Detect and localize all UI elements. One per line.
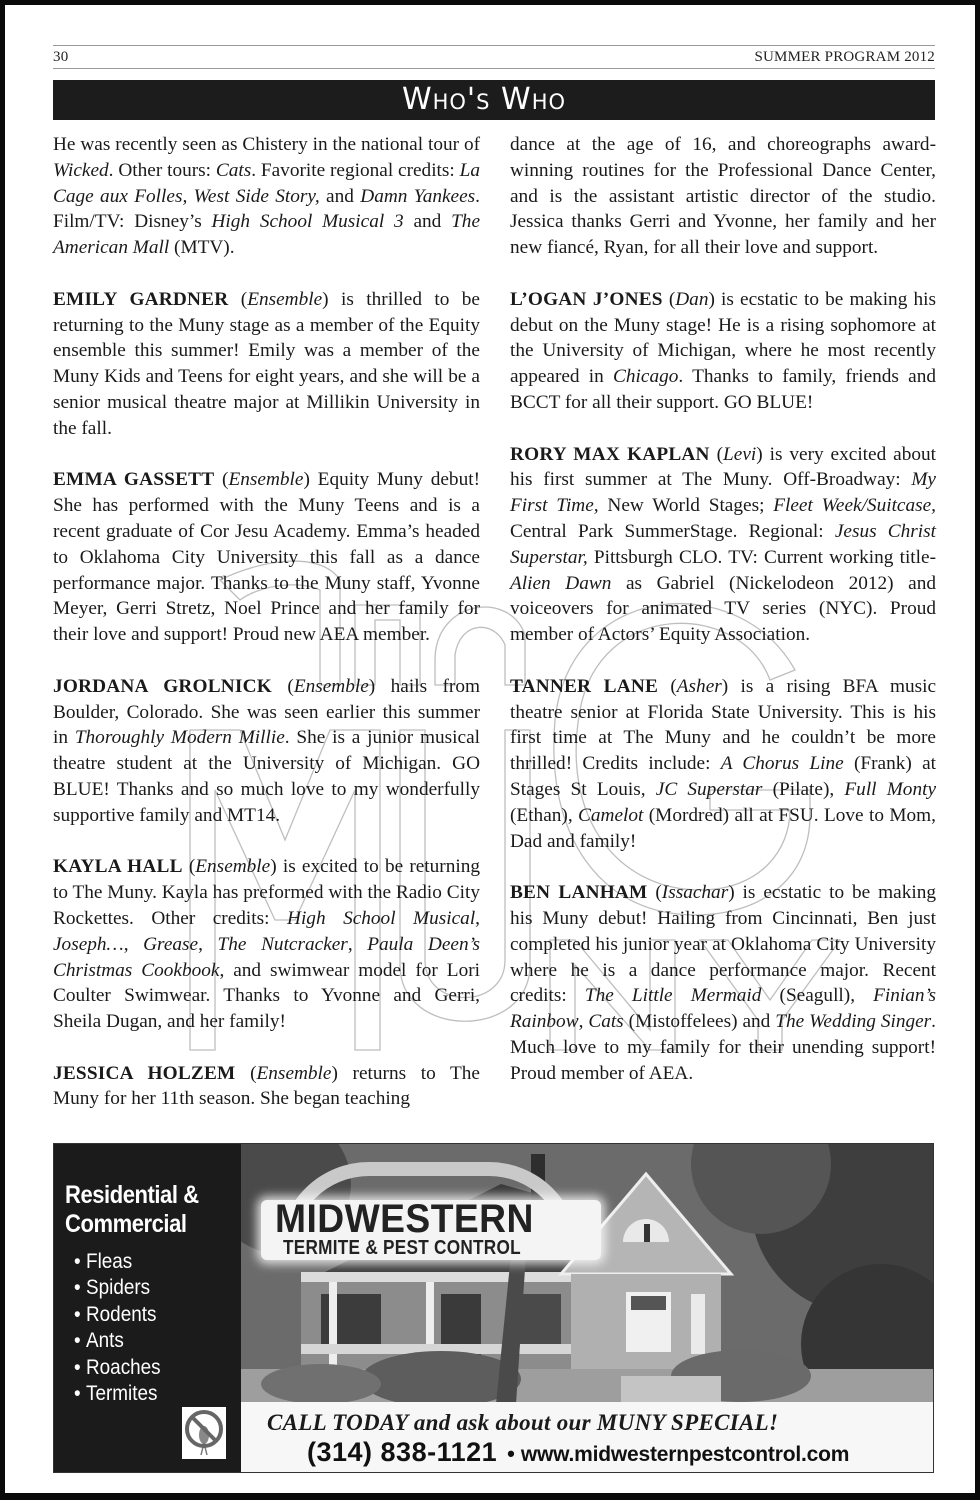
- performer-name: JESSICA HOLZEM: [53, 1062, 236, 1084]
- website-link[interactable]: www.midwesternpestcontrol.com: [520, 1443, 850, 1466]
- credit-title: Cats: [215, 159, 252, 181]
- role-name: Asher: [676, 675, 722, 697]
- section-title: Who's Who: [401, 82, 567, 117]
- performer-name: KAYLA HALL: [53, 856, 183, 878]
- credit-title: Chicago: [613, 366, 679, 388]
- credit-title: A Chorus Line: [720, 753, 844, 775]
- bio-jessica-holzem: JESSICA HOLZEM (Ensemble) returns to The Muny for her 11th season. She began teaching: [53, 1062, 480, 1110]
- house-photo: [241, 1144, 934, 1402]
- credit-title: My First Time,: [510, 469, 936, 517]
- credit-title: High School Musical 3: [211, 211, 404, 233]
- no-bugs-icon: [182, 1407, 226, 1459]
- section-title-bar: [53, 80, 935, 120]
- credit-title: The Wedding Singer: [775, 1011, 932, 1033]
- company-name: MIDWESTERN: [275, 1197, 534, 1241]
- credit-title: The Nutcracker: [217, 933, 348, 955]
- credit-title: Damn Yankees: [360, 185, 476, 207]
- role-name: Ensemble: [228, 469, 304, 491]
- ad-services-panel: [54, 1144, 241, 1472]
- bio-jordana-grolnick: JORDANA GROLNICK (Ensemble) hails from Boulder, Colorado. She was seen earlier this summer in Thoroughly Modern Millie. She is a junior musical theatre student at the University of Michigan. GO BLUE! Thanks and so much love to my wonderfully supportive family and MT14.: [53, 675, 480, 826]
- bio-ben-lanham: BEN LANHAM (Issachar) is ecstatic to be making his Muny debut! Hailing from Cincinnati, Ben just completed his junior year at Oklahoma City University where he is a dance performance major. Recent credits: The Little Mermaid (Seagull), Finian’s Rainbow, Cats (Mistoffelees) and The Wedding Singer. Much love to my family for their unending support! Proud member of AEA.: [510, 882, 936, 1084]
- credit-title: Full Monty: [844, 778, 937, 800]
- bio-jessica-holzem-cont: dance at the age of 16, and choreographs award-winning routines for the Professional Dance Center, and is the assistant artistic director of the studio. Jessica thanks Gerri and Yvonne, her family and her new fiancé, Ryan, for all their love and support.: [510, 134, 936, 259]
- call-to-action: CALL TODAY and ask about our MUNY SPECIAL!: [267, 1410, 779, 1435]
- role-name: Levi: [723, 443, 757, 465]
- bio-tanner-lane: TANNER LANE (Asher) is a rising BFA music theatre senior at Florida State University. This is his first time at The Muny and he couldn’t be more thrilled! Credits include: A Chorus Line (Frank) at Stages St Louis, JC Superstar (Pilate), Full Monty (Ethan), Camelot (Mordred) all at FSU. Love to Mom, Dad and family!: [510, 675, 937, 852]
- page-number: 30: [53, 48, 69, 65]
- services-list: [74, 1249, 170, 1407]
- performer-name: EMMA GASSETT: [53, 469, 215, 491]
- credit-title: Finian’s Rainbow: [510, 985, 936, 1033]
- phone-number[interactable]: (314) 838-1121: [307, 1437, 498, 1467]
- bio-rory-max-kaplan: RORY MAX KAPLAN (Levi) is very excited about his first summer at The Muny. Off-Broadway: My First Time, New World Stages; Fleet Week/Suitcase, Central Park SummerStage. Regional: Jesus Christ Superstar, Pittsburgh CLO. TV: Current working title-Alien Dawn as Gabriel (Nickelodeon 2012) and voiceovers for animated TV series (NYC). Proud member of Actors’ Equity Association.: [510, 443, 937, 646]
- role-name: Dan: [675, 288, 709, 310]
- credit-title: Fleet Week/Suitcase,: [773, 495, 937, 517]
- credit-title: La Cage aux Folles, West Side Story,: [53, 159, 480, 207]
- credit-title: Wicked: [53, 159, 109, 181]
- credit-title: High School Musical: [287, 907, 476, 929]
- bio-emily-gardner: EMILY GARDNER (Ensemble) is thrilled to be returning to the Muny stage as a member of the Equity ensemble this summer! Emily was a member of the Muny Kids and Teens for eight years, and she will be a senior musical theatre major at Millikin University in the fall.: [53, 288, 480, 439]
- running-head: [53, 45, 935, 69]
- performer-name: L’OGAN J’ONES: [510, 288, 663, 310]
- performer-name: RORY MAX KAPLAN: [510, 443, 710, 465]
- bio-emma-gassett: EMMA GASSETT (Ensemble) Equity Muny debut! She has performed with the Muny Teens and is a recent graduate of Cor Jesu Academy. Emma’s headed to Oklahoma City University this fall as a dance performance major. Thanks to the Muny staff, Yvonne Meyer, Gerri Stretz, Noel Prince and her family for their love and support! Proud new AEA member.: [53, 469, 480, 646]
- credit-title: Paula Deen’s Christmas Cookbook: [53, 933, 481, 981]
- credit-title: The American Mall: [53, 211, 480, 259]
- performer-name: TANNER LANE: [510, 675, 659, 697]
- role-name: Ensemble: [247, 288, 323, 310]
- bullet-separator: •: [507, 1441, 515, 1466]
- service-item: • Roaches: [74, 1355, 161, 1381]
- ad-footer: [241, 1402, 934, 1473]
- bio-logan-jones: L’OGAN J’ONES (Dan) is ecstatic to be making his debut on the Muny stage! He is a rising sophomore at the University of Michigan, where he most recently appeared in Chicago. Thanks to family, friends and BCCT for all their support. GO BLUE!: [510, 288, 936, 413]
- left-column: [53, 132, 480, 1138]
- role-name: Issachar: [661, 882, 729, 904]
- role-name: Ensemble: [293, 675, 369, 697]
- service-item: • Ants: [74, 1328, 161, 1354]
- service-item: • Fleas: [74, 1249, 161, 1275]
- contact-line: [307, 1437, 849, 1468]
- service-item: • Rodents: [74, 1302, 161, 1328]
- pest-control-advertisement: [53, 1143, 934, 1473]
- performer-name: JORDANA GROLNICK: [53, 675, 272, 697]
- credit-title: Jesus Christ Superstar,: [510, 520, 937, 568]
- ad-headline-line2: Commercial: [65, 1210, 187, 1238]
- credit-title: Camelot: [578, 804, 644, 826]
- bio-kayla-hall: KAYLA HALL (Ensemble) is excited to be returning to The Muny. Kayla has preformed with the Radio City Rockettes. Other credits: High School Musical, Joseph…, Grease, The Nutcracker, Paula Deen’s Christmas Cookbook, and swimwear model for Lori Coulter Swimwear. Thanks to Yvonne and Gerri, Sheila Dugan, and her family!: [53, 856, 481, 1033]
- bio-continued: He was recently seen as Chistery in the national tour of Wicked. Other tours: Cats. Favorite regional credits: La Cage aux Folles, West Side Story, and Damn Yankees. Film/TV: Disney’s High School Musical 3 and The American Mall (MTV).: [53, 134, 480, 259]
- credit-title: The Little Mermaid: [584, 985, 762, 1007]
- credit-title: Alien Dawn: [510, 572, 612, 594]
- role-name: Ensemble: [195, 856, 271, 878]
- service-item: • Spiders: [74, 1275, 161, 1301]
- publication-title: SUMMER PROGRAM 2012: [754, 48, 935, 65]
- company-tagline: TERMITE & PEST CONTROL: [283, 1237, 521, 1259]
- performer-name: EMILY GARDNER: [53, 288, 229, 310]
- company-logo: [261, 1162, 601, 1262]
- right-column: [510, 132, 936, 1112]
- ad-headline: [65, 1181, 199, 1239]
- credit-title: Cats: [588, 1011, 624, 1033]
- service-item: • Termites: [74, 1381, 161, 1407]
- credit-title: Grease: [143, 933, 199, 955]
- ad-headline-line1: Residential &: [65, 1181, 199, 1209]
- performer-name: BEN LANHAM: [510, 882, 648, 904]
- credit-title: Joseph…: [53, 933, 124, 955]
- credit-title: Thoroughly Modern Millie: [74, 727, 285, 749]
- role-name: Ensemble: [256, 1062, 332, 1084]
- credit-title: JC Superstar: [655, 778, 763, 800]
